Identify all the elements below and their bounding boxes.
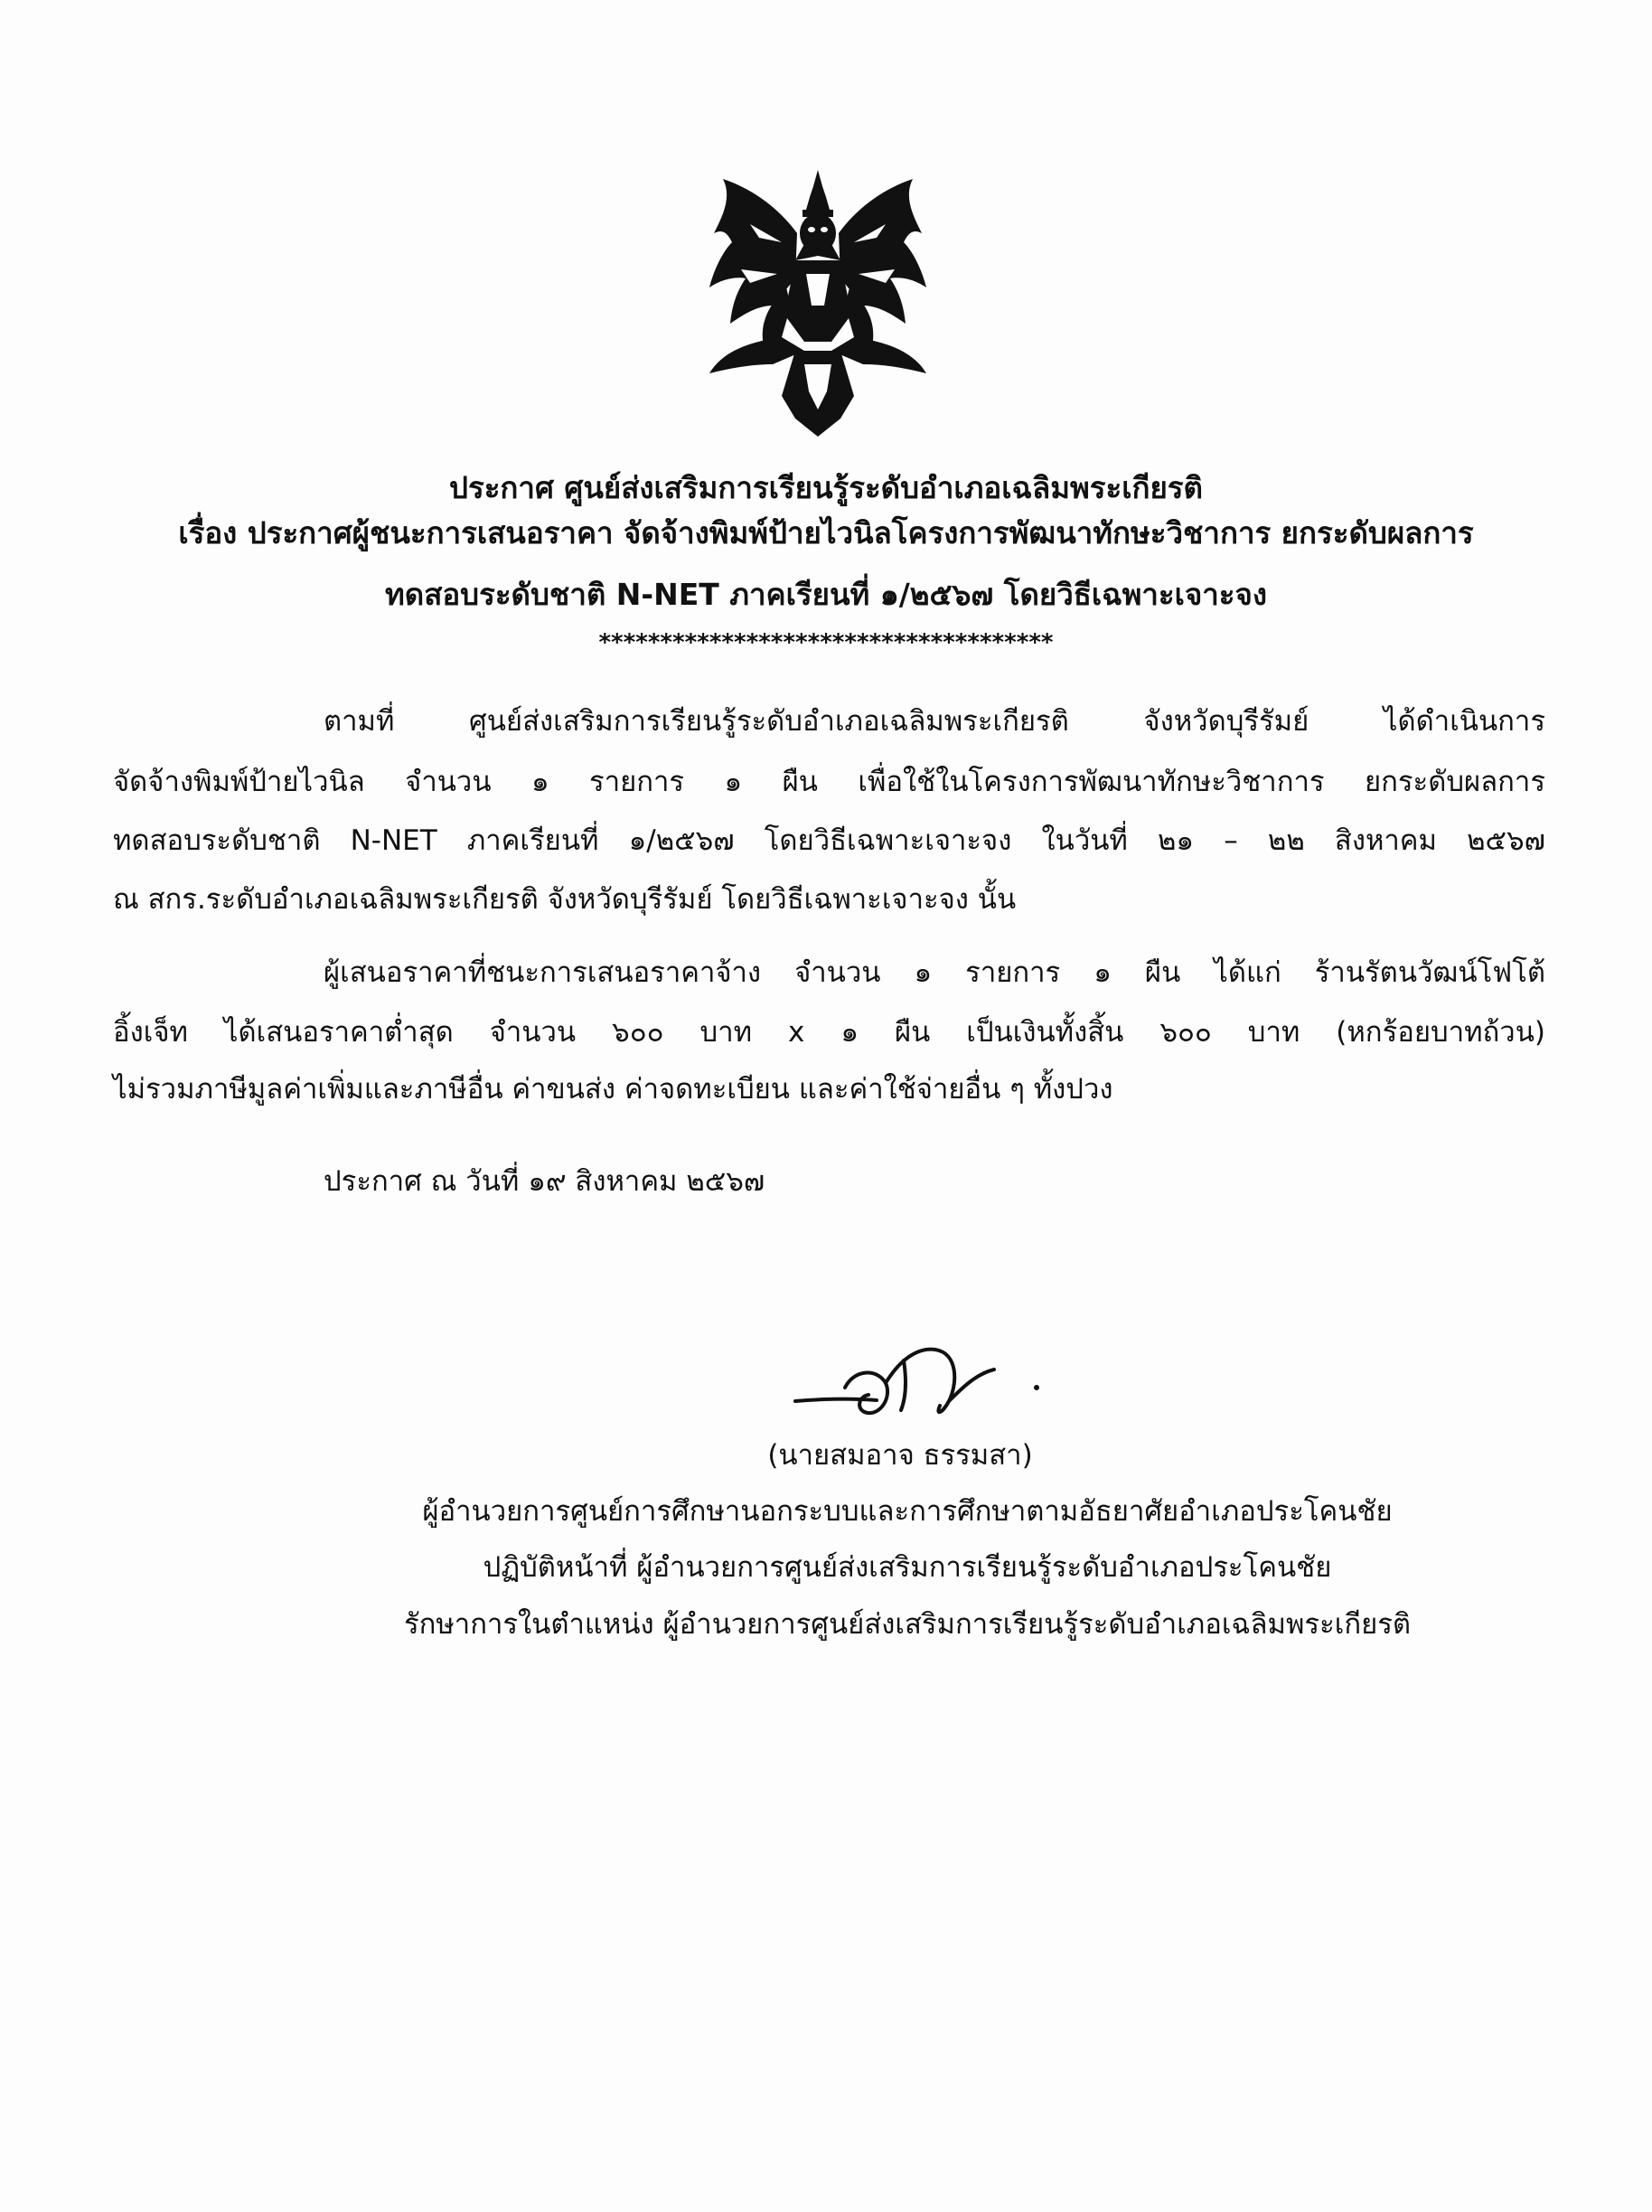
signatory-name: (นายสมอาจ ธรรมสา) [767,1439,1033,1472]
paragraph-1-line-4: ณ สกร.ระดับอำเภอเฉลิมพระเกียรติ จังหวัดบุรีรัมย์ โดยวิธีเฉพาะเจาะจง นั้น [113,883,1017,916]
paragraph-2-line-2: อิ้งเจ็ท ได้เสนอราคาต่ำสุด จำนวน ๖๐๐ บาท x ๑ ผืน เป็นเงินทั้งสิ้น ๖๐๐ บาท (หกร้อยบาทถ้วน) [113,1016,1545,1049]
paragraph-1-line-1: ตามที่ ศูนย์ส่งเสริมการเรียนรู้ระดับอำเภอเฉลิมพระเกียรติ จังหวัดบุรีรัมย์ ได้ดำเนินการ [324,705,1545,738]
signatory-position-1: ผู้อำนวยการศูนย์การศึกษานอกระบบและการศึกษาตามอัธยาศัยอำเภอประโคนชัย [422,1495,1393,1528]
announcement-title: ประกาศ ศูนย์ส่งเสริมการเรียนรู้ระดับอำเภอเฉลิมพระเกียรติ [449,470,1203,505]
garuda-emblem-icon [696,170,940,441]
paragraph-1-line-2: จัดจ้างพิมพ์ป้ายไวนิล จำนวน ๑ รายการ ๑ ผืน เพื่อใช้ในโครงการพัฒนาทักษะวิชาการ ยกระดับผลการ [113,766,1545,798]
subject-line-1: เรื่อง ประกาศผู้ชนะการเสนอราคา จัดจ้างพิมพ์ป้ายไวนิลโครงการพัฒนาทักษะวิชาการ ยกระดับผลการ [178,515,1474,551]
paragraph-2-line-3: ไม่รวมภาษีมูลค่าเพิ่มและภาษีอื่น ค่าขนส่ง ค่าจดทะเบียน และค่าใช้จ่ายอื่น ๆ ทั้งปวง [113,1073,1113,1106]
handwritten-signature-icon [791,1333,1062,1433]
paragraph-2-line-1: ผู้เสนอราคาที่ชนะการเสนอราคาจ้าง จำนวน ๑ รายการ ๑ ผืน ได้แก่ ร้านรัตนวัฒน์โฟโต้ [324,956,1545,989]
signatory-position-3: รักษาการในตำแหน่ง ผู้อำนวยการศูนย์ส่งเสริมการเรียนรู้ระดับอำเภอเฉลิมพระเกียรติ [403,1608,1412,1641]
signatory-position-2: ปฏิบัติหน้าที่ ผู้อำนวยการศูนย์ส่งเสริมการเรียนรู้ระดับอำเภอประโคนชัย [483,1551,1332,1584]
subject-line-2: ทดสอบระดับชาติ N-NET ภาคเรียนที่ ๑/๒๕๖๗ โดยวิธีเฉพาะเจาะจง [385,577,1267,612]
title-separator: ************************************* [598,629,1054,656]
paragraph-1-line-3: ทดสอบระดับชาติ N-NET ภาคเรียนที่ ๑/๒๕๖๗ โดยวิธีเฉพาะเจาะจง ในวันที่ ๒๑ – ๒๒ สิงหาคม ๒๕๖๗ [113,824,1545,857]
announcement-date: ประกาศ ณ วันที่ ๑๙ สิงหาคม ๒๕๖๗ [324,1165,765,1198]
